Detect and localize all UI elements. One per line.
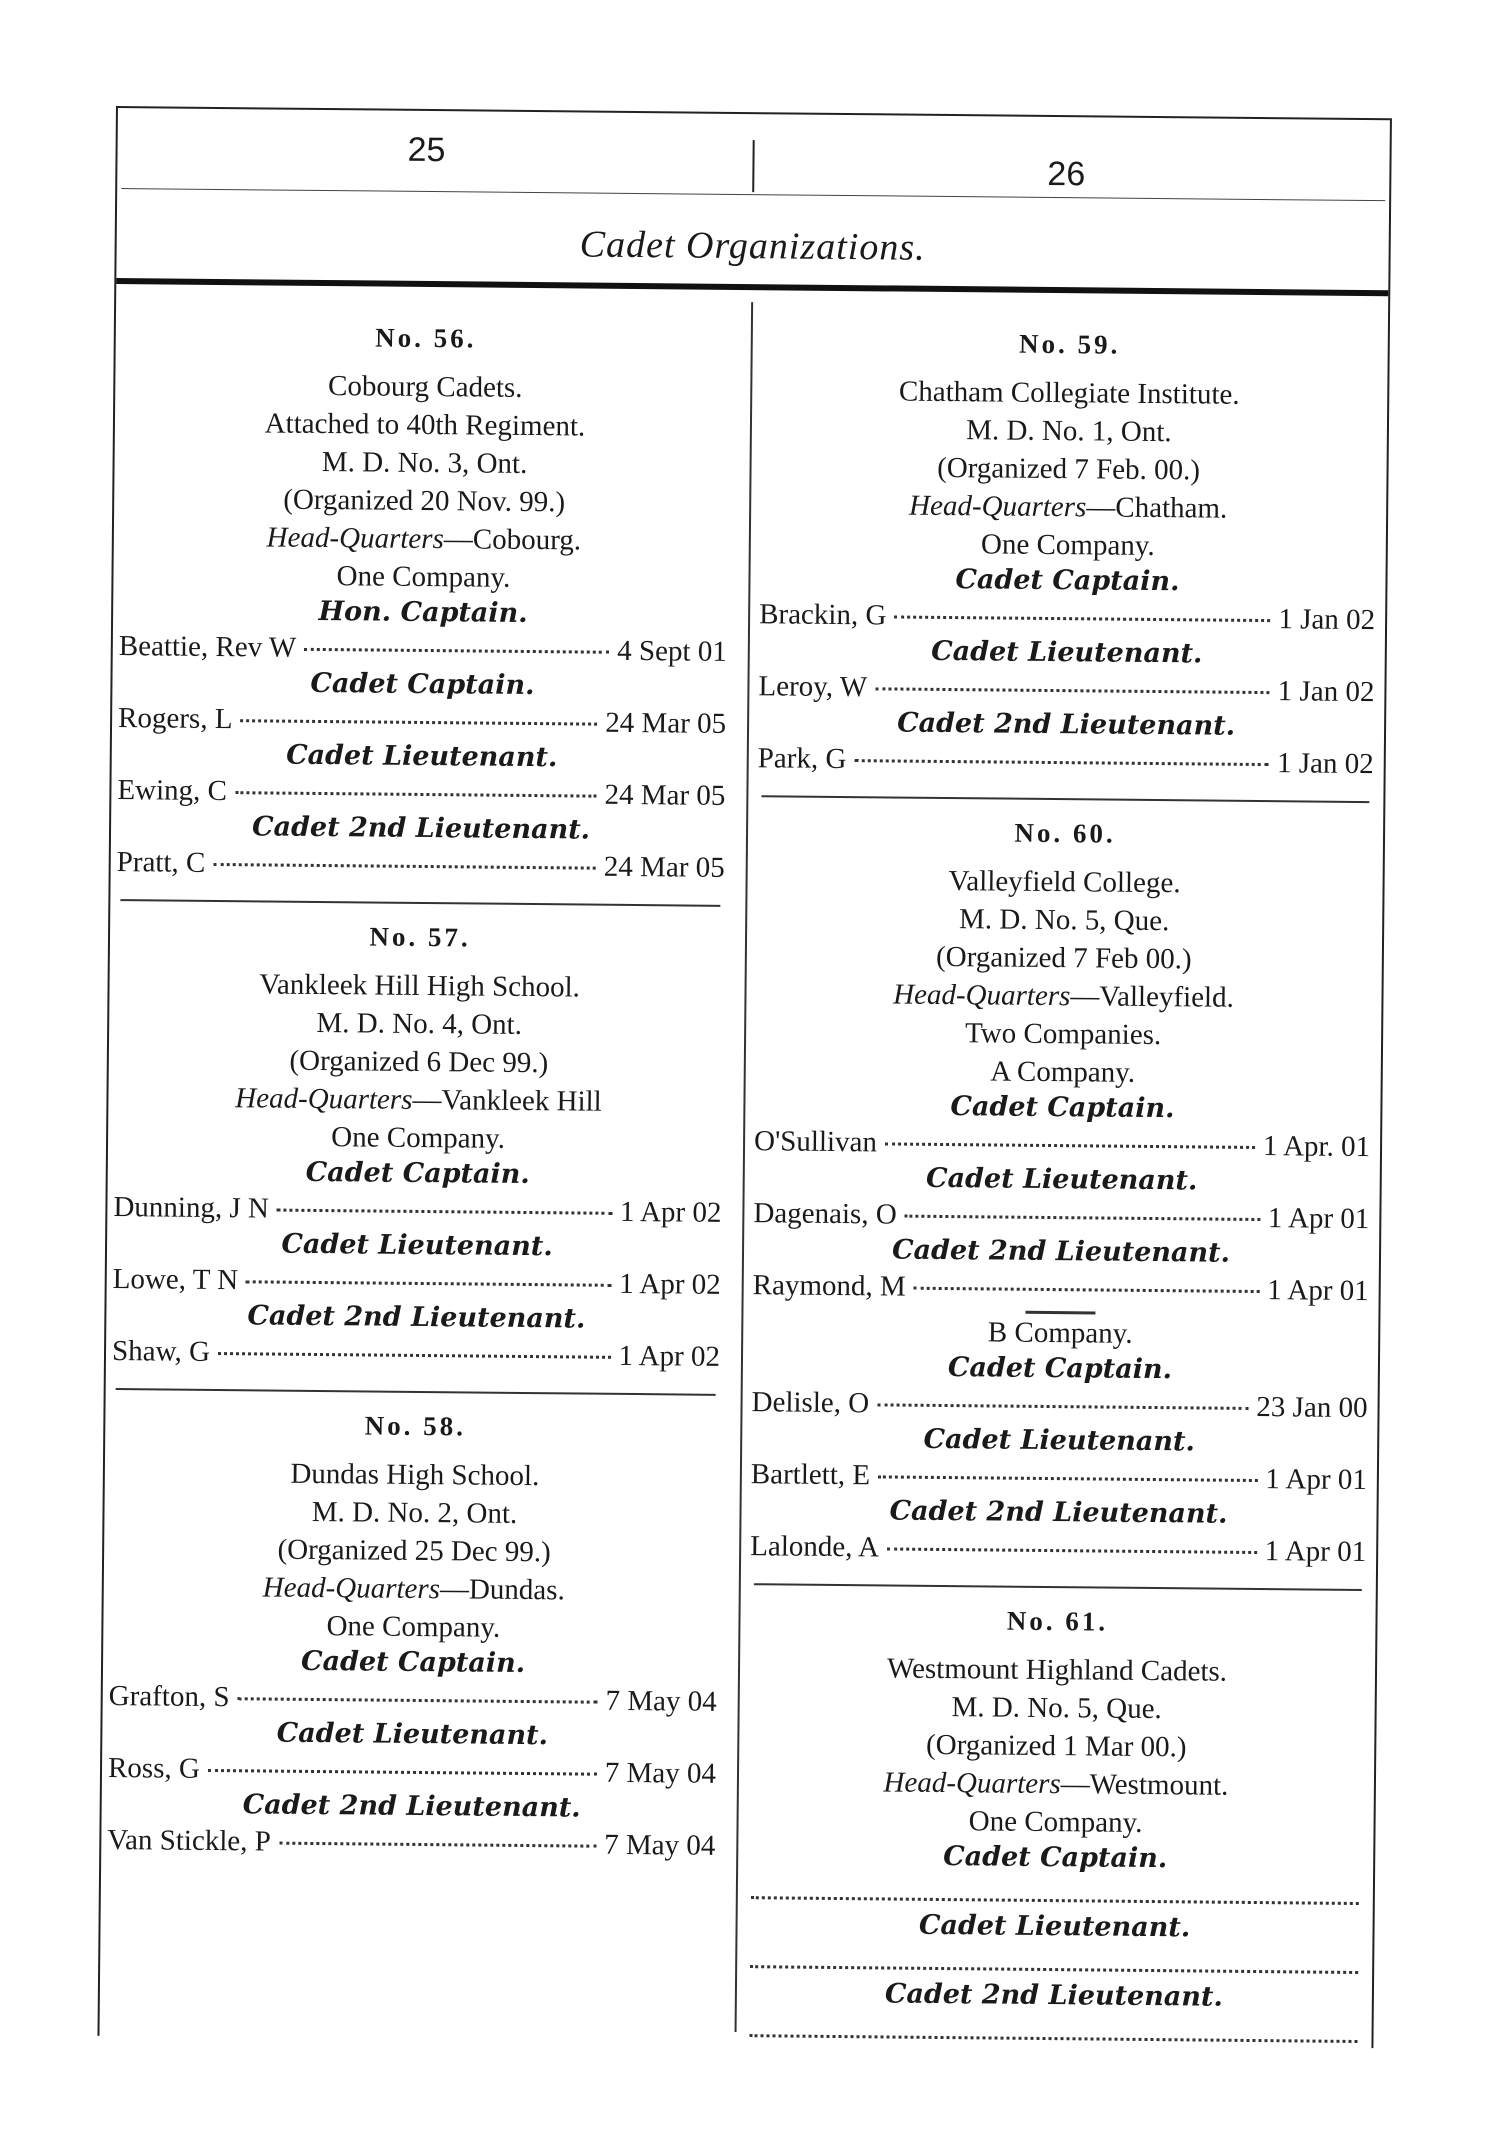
org-district: M. D. No. 2, Ont. — [311, 1495, 518, 1530]
hq-label: Head-Quarters — [262, 1571, 441, 1606]
rank-heading: Cadet Captain. — [310, 667, 535, 702]
page-number-divider — [752, 140, 754, 192]
rank-heading: Cadet Captain. — [955, 564, 1180, 598]
officer-date: 1 Jan 02 — [1277, 675, 1375, 709]
org-headquarters — [749, 974, 1377, 1018]
officer-entry — [753, 595, 1381, 639]
officer-entry — [113, 627, 733, 671]
officer-entry — [111, 843, 731, 887]
org-organized: (Organized 20 Nov. 99.) — [283, 483, 566, 519]
organization-61 — [739, 1603, 1371, 2043]
org-headquarters — [742, 1762, 1370, 1806]
org-district: M. D. No. 1, Ont. — [966, 414, 1172, 449]
officer-name: O'Sullivan — [753, 1125, 878, 1159]
blank-entry-line — [751, 1872, 1359, 1905]
org-organized: (Organized 6 Dec 99.) — [289, 1044, 549, 1080]
hq-label: Head-Quarters — [266, 521, 444, 556]
leader-dots — [885, 1142, 1255, 1149]
organization-58 — [101, 1408, 725, 1865]
officer-date: 7 May 04 — [605, 1684, 717, 1718]
rank-heading: Cadet 2nd Lieutenant. — [251, 811, 591, 846]
officer-date: 1 Apr 01 — [1265, 1463, 1368, 1497]
leader-dots — [238, 1697, 598, 1703]
org-companies: Two Companies. — [964, 1017, 1162, 1052]
officer-entry — [745, 1455, 1373, 1499]
officer-name: Dunning, J N — [113, 1191, 270, 1225]
leader-dots — [246, 1280, 611, 1287]
officer-name: Ewing, C — [117, 774, 228, 808]
page-number-header — [117, 106, 1390, 196]
org-district: M. D. No. 3, Ont. — [321, 445, 528, 480]
section-rule — [761, 795, 1369, 803]
org-headquarters — [104, 1567, 724, 1611]
officer-entry — [748, 1122, 1376, 1166]
officer-entry — [102, 1749, 722, 1793]
rank-heading: Cadet Lieutenant. — [276, 1717, 549, 1752]
officer-entry — [747, 1194, 1375, 1238]
org-companies: One Company. — [980, 528, 1155, 562]
leader-dots — [277, 1209, 612, 1215]
org-name: Cobourg Cadets. — [327, 370, 523, 404]
leader-dots — [894, 615, 1270, 622]
hq-value: —Dundas. — [439, 1573, 565, 1607]
officer-entry — [111, 771, 731, 815]
officer-date: 1 Apr 01 — [1267, 1202, 1370, 1236]
org-organized: (Organized 7 Feb. 00.) — [937, 451, 1201, 487]
leader-dots — [208, 1769, 597, 1776]
org-district: M. D. No. 5, Que. — [951, 1691, 1162, 1726]
officer-name: Brackin, G — [758, 598, 887, 632]
officer-name: Dagenais, O — [753, 1197, 897, 1231]
officer-entry — [745, 1383, 1373, 1427]
rank-heading: Cadet Captain. — [950, 1091, 1175, 1125]
org-headquarters — [108, 1078, 728, 1122]
officer-date: 23 Jan 00 — [1256, 1391, 1368, 1425]
officer-entry — [747, 1266, 1375, 1310]
leader-dots — [213, 863, 596, 870]
organization-59 — [751, 326, 1383, 803]
org-district: M. D. No. 5, Que. — [958, 903, 1170, 938]
org-number: No. 61. — [1006, 1605, 1109, 1637]
rank-heading: Cadet 2nd Lieutenant. — [889, 1495, 1228, 1530]
officer-name: Lalonde, A — [750, 1530, 880, 1564]
officer-date: 1 Apr 02 — [618, 1339, 721, 1373]
officer-date: 24 Mar 05 — [605, 706, 727, 740]
rank-heading: Cadet Lieutenant. — [931, 635, 1203, 670]
blank-entry-line — [749, 2010, 1357, 2043]
leader-dots — [914, 1287, 1259, 1293]
org-companies: One Company. — [331, 1121, 506, 1155]
rank-heading: Cadet Lieutenant. — [925, 1162, 1198, 1197]
leader-dots — [279, 1842, 596, 1848]
left-column — [101, 302, 736, 1871]
org-number: No. 59. — [1018, 328, 1121, 360]
leader-dots — [235, 791, 597, 797]
officer-name: Raymond, M — [752, 1269, 906, 1303]
org-companies: One Company. — [336, 560, 511, 594]
hq-value: —Cobourg. — [443, 523, 582, 557]
org-number: No. 60. — [1014, 817, 1116, 849]
org-district: M. D. No. 4, Ont. — [316, 1006, 523, 1041]
rank-heading: Cadet Captain. — [943, 1841, 1168, 1875]
officer-date: 1 Apr. 01 — [1262, 1130, 1371, 1164]
officer-date: 24 Mar 05 — [604, 778, 726, 812]
rank-heading: Cadet Captain. — [300, 1645, 526, 1679]
officer-entry — [752, 739, 1380, 783]
leader-dots — [218, 1352, 610, 1359]
company-heading: B Company. — [987, 1316, 1133, 1350]
officer-date: 7 May 04 — [604, 1756, 717, 1790]
leader-dots — [304, 648, 609, 654]
officer-entry — [107, 1188, 727, 1232]
hq-label: Head-Quarters — [883, 1766, 1061, 1801]
rank-heading: Cadet 2nd Lieutenant. — [896, 707, 1236, 742]
leader-dots — [905, 1215, 1260, 1221]
hq-label: Head-Quarters — [235, 1082, 413, 1116]
officer-entry — [112, 699, 732, 743]
section-rule — [120, 899, 720, 907]
leader-dots — [854, 759, 1269, 766]
rank-heading: Hon. Captain. — [318, 595, 528, 629]
rank-heading: Cadet Lieutenant. — [923, 1423, 1195, 1458]
rank-heading: Cadet Captain. — [305, 1156, 530, 1191]
leader-dots — [877, 1403, 1248, 1410]
org-name: Westmount Highland Cadets. — [886, 1652, 1228, 1688]
org-headquarters — [754, 485, 1382, 529]
section-rule — [116, 1388, 716, 1396]
rank-heading: Cadet 2nd Lieutenant. — [247, 1300, 586, 1335]
page-number-right: 26 — [1047, 154, 1086, 194]
officer-date: 1 Apr 02 — [619, 1267, 721, 1301]
company-heading: A Company. — [990, 1055, 1136, 1089]
officer-date: 4 Sept 01 — [617, 634, 727, 668]
hq-value: —Chatham. — [1086, 491, 1228, 525]
leader-dots — [887, 1547, 1257, 1554]
officer-date: 1 Apr 02 — [619, 1195, 722, 1229]
org-number: No. 56. — [375, 322, 477, 354]
document-page — [97, 106, 1391, 2048]
officer-name: Grafton, S — [108, 1680, 230, 1714]
org-organized: (Organized 7 Feb 00.) — [935, 940, 1192, 976]
org-companies: One Company. — [326, 1610, 501, 1644]
org-name: Vankleek Hill High School. — [259, 968, 580, 1004]
org-headquarters — [114, 517, 734, 561]
rank-heading: Cadet Lieutenant. — [281, 1228, 553, 1263]
officer-name: Shaw, G — [111, 1335, 211, 1368]
leader-dots — [875, 687, 1270, 694]
right-column — [739, 308, 1384, 2051]
officer-entry — [752, 667, 1380, 711]
org-name: Valleyfield College. — [948, 865, 1181, 900]
org-name: Chatham Collegiate Institute. — [898, 375, 1240, 411]
officer-entry — [744, 1527, 1372, 1571]
officer-date: 1 Apr 01 — [1267, 1274, 1369, 1308]
officer-name: Lowe, T N — [112, 1263, 239, 1297]
officer-entry — [107, 1260, 727, 1304]
hq-value: —Westmount. — [1060, 1768, 1229, 1802]
officer-date: 1 Jan 02 — [1276, 747, 1374, 781]
org-organized: (Organized 25 Dec 99.) — [277, 1533, 551, 1569]
officer-name: Delisle, O — [751, 1386, 870, 1420]
org-name: Dundas High School. — [290, 1457, 540, 1493]
officer-name: Beattie, Rev W — [118, 630, 297, 664]
section-rule — [754, 1583, 1362, 1591]
hq-value: —Valleyfield. — [1070, 980, 1234, 1014]
rank-heading: Cadet 2nd Lieutenant. — [242, 1789, 581, 1824]
page-number-left: 25 — [407, 130, 446, 170]
rank-heading: Cadet 2nd Lieutenant. — [891, 1234, 1231, 1269]
org-number: No. 58. — [364, 1410, 467, 1442]
rank-heading: Cadet 2nd Lieutenant. — [884, 1978, 1224, 2013]
organization-57 — [106, 919, 730, 1396]
officer-date: 1 Jan 02 — [1278, 603, 1376, 637]
hq-value: —Vankleek Hill — [412, 1083, 602, 1118]
officer-name: Leroy, W — [758, 670, 868, 704]
officer-name: Ross, G — [107, 1752, 201, 1785]
org-companies: One Company. — [968, 1805, 1143, 1839]
rank-heading: Cadet Lieutenant. — [286, 739, 558, 774]
officer-date: 1 Apr 01 — [1264, 1535, 1367, 1569]
organization-56 — [110, 320, 736, 907]
title-thick-rule — [116, 278, 1388, 296]
officer-entry — [106, 1332, 726, 1376]
rank-heading: Cadet Captain. — [947, 1352, 1173, 1386]
page-title: Cadet Organizations. — [579, 223, 926, 269]
blank-entry-line — [750, 1941, 1358, 1974]
hq-label: Head-Quarters — [893, 978, 1071, 1013]
officer-entry — [101, 1821, 721, 1865]
officer-date: 24 Mar 05 — [603, 850, 725, 884]
officer-name: Bartlett, E — [750, 1458, 871, 1492]
org-organized: (Organized 1 Mar 00.) — [925, 1728, 1187, 1764]
officer-name: Pratt, C — [116, 846, 206, 879]
org-attachment: Attached to 40th Regiment. — [264, 407, 586, 443]
organization-60 — [744, 815, 1379, 1591]
rank-heading: Cadet Lieutenant. — [918, 1909, 1191, 1944]
officer-date: 7 May 04 — [604, 1828, 716, 1862]
hq-label: Head-Quarters — [908, 489, 1087, 524]
officer-name: Van Stickle, P — [107, 1823, 272, 1858]
leader-dots — [240, 719, 597, 725]
leader-dots — [878, 1475, 1257, 1482]
officer-name: Park, G — [757, 742, 847, 776]
officer-name: Rogers, L — [117, 702, 233, 736]
officer-entry — [103, 1677, 723, 1721]
org-number: No. 57. — [369, 921, 471, 953]
